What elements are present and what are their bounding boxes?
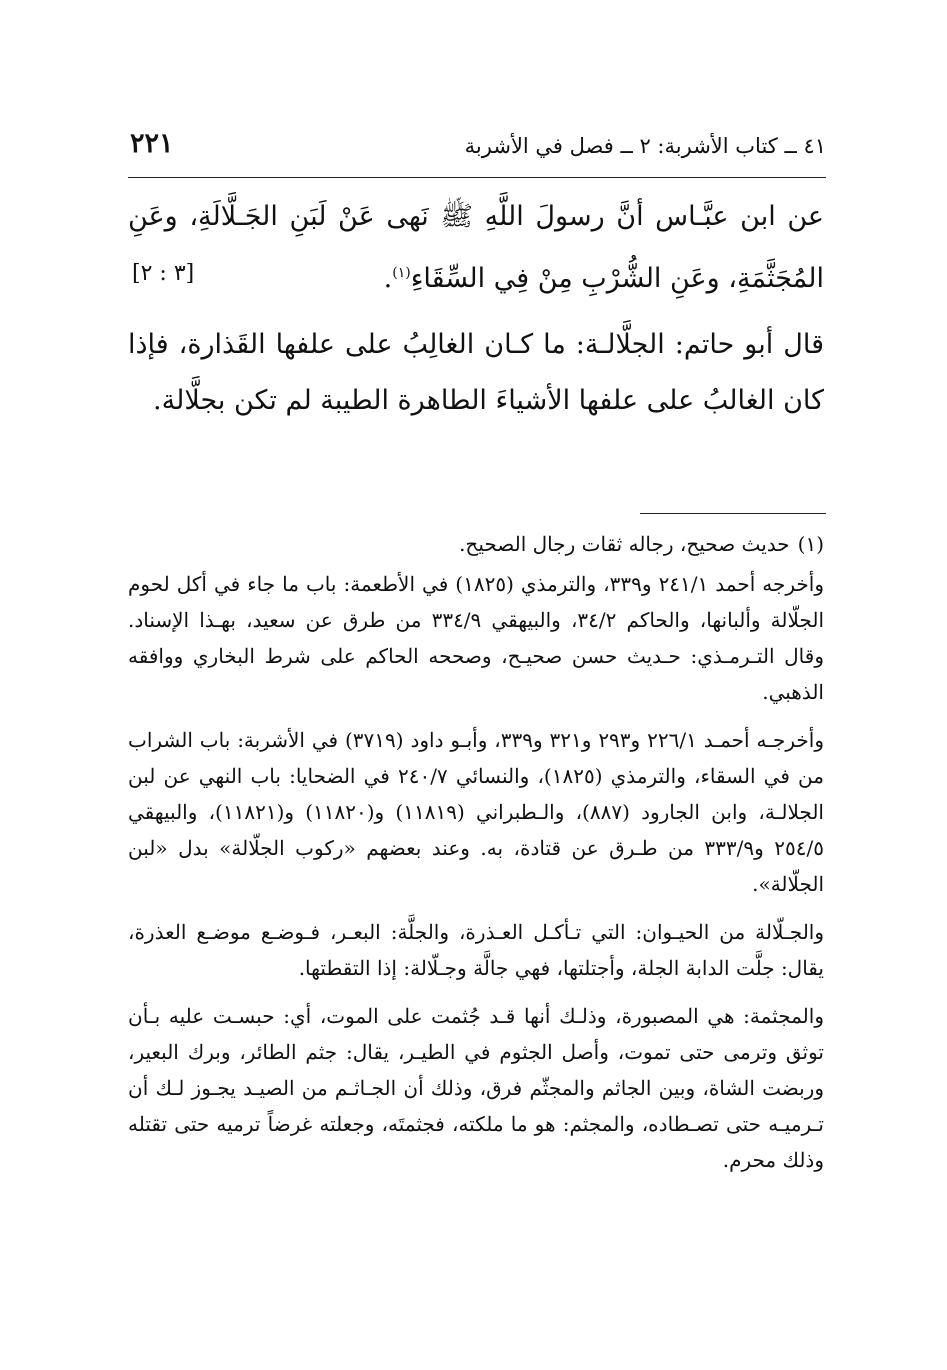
footnote-marker: (١) xyxy=(392,265,411,281)
hadith-reference: [٣ : ٢] xyxy=(132,261,195,286)
footnote-first-line xyxy=(128,526,824,562)
hadith-end: . xyxy=(383,263,393,294)
footnote-paragraph: وأخرجـه أحمـد ٢٢٦/١ و٢٩٣ و٣٢١ و٣٣٩، وأبـو داود (٣٧١٩) في الأشربة: باب الشراب من في السقاء، والترمذي (١٨٢٥)، والنسائي ٢٤٠/٧ في الضحايا: باب النهي عن لبن الجلالـة، وابن الجارود (٨٨٧)، والـطبراني (١١٨١٩) و(١١٨٢٠) و(١١٨٢١)، والبيهقي ٢٥٤/٥ و٣٣٣/٩ من طـرق عن قتادة، به. وعند بعضهم «ركوب الجلّالة» بدل «لبن الجلّالة». xyxy=(128,728,825,896)
hadith-paragraph xyxy=(128,188,824,307)
running-head: ٤١ ــ كتاب الأشربة: ٢ ــ فصل في الأشربة xyxy=(464,134,826,158)
hadith-text: عن ابن عبَّـاس أنَّ رسولَ اللَّهِ ﷺ نَهى عَنْ لَبَنِ الجَـلَّالَةِ، وعَنِ المُجَثَّمَةِ، وعَنِ الشُّرْبِ مِنْ فِي السِّقَاءِ xyxy=(128,201,824,294)
commentary-paragraph: قال أبو حاتم: الجلَّالـة: ما كـان الغالِبُ على علفها القَذارة، فإذا كان الغالبُ على علفها الأشياءَ الطاهرة الطيبة لم تكن بجلَّالة. xyxy=(128,329,824,416)
footnotes xyxy=(128,526,824,1190)
footnote-rule xyxy=(640,513,826,514)
footnote-paragraph: والمجثمة: هي المصبورة، وذلـك أنها قـد جُثمت على الموت، أي: حبسـت عليه بـأن توثق وترمى حتى تموت، وأصل الجثوم في الطيـر، يقال: جثم الطائر، وبرك البعير، وربضت الشاة، وبين الجاثم والمجثّم فرق، وذلك أن الجـاثـم من الصيـد يجـوز لـك أن تـرميـه حتى تصـطاده، والمجثم: هو ما ملكته، فجثمتَه، وجعلته غرضاً ترميه حتى تقتله وذلك محرم. xyxy=(128,1004,824,1172)
header-rule xyxy=(128,177,826,178)
footnote-paragraph: والجـلّالة من الحيـوان: التي تـأكـل العـذرة، والجلَّة: البعـر، فـوضـع موضـع العذرة، يقال: جلَّت الدابة الجلة، وأجتلتها، فهي جالَّة وجـلّالة: إذا التقطتها. xyxy=(128,920,824,980)
main-text xyxy=(128,188,824,429)
footnote-first-text: حديث صحيح، رجاله ثقات رجال الصحيح. xyxy=(459,532,790,556)
footnote-paragraph: وأخرجه أحمد ٢٤١/١ و٣٣٩، والترمذي (١٨٢٥) في الأطعمة: باب ما جاء في أكل لحوم الجلّالة وألبانها، والحاكم ٣٤/٢، والبيهقي ٣٣٤/٩ من طرق عن سعيد، بهـذا الإسناد. وقال التـرمـذي: حـديث حسن صحيـح، وصححه الحاكم على شرط البخاري ووافقه الذهبي. xyxy=(128,572,825,704)
page-number: ٢٢١ xyxy=(130,128,174,159)
footnote-number: (١) xyxy=(797,532,824,556)
page-header xyxy=(128,128,826,174)
